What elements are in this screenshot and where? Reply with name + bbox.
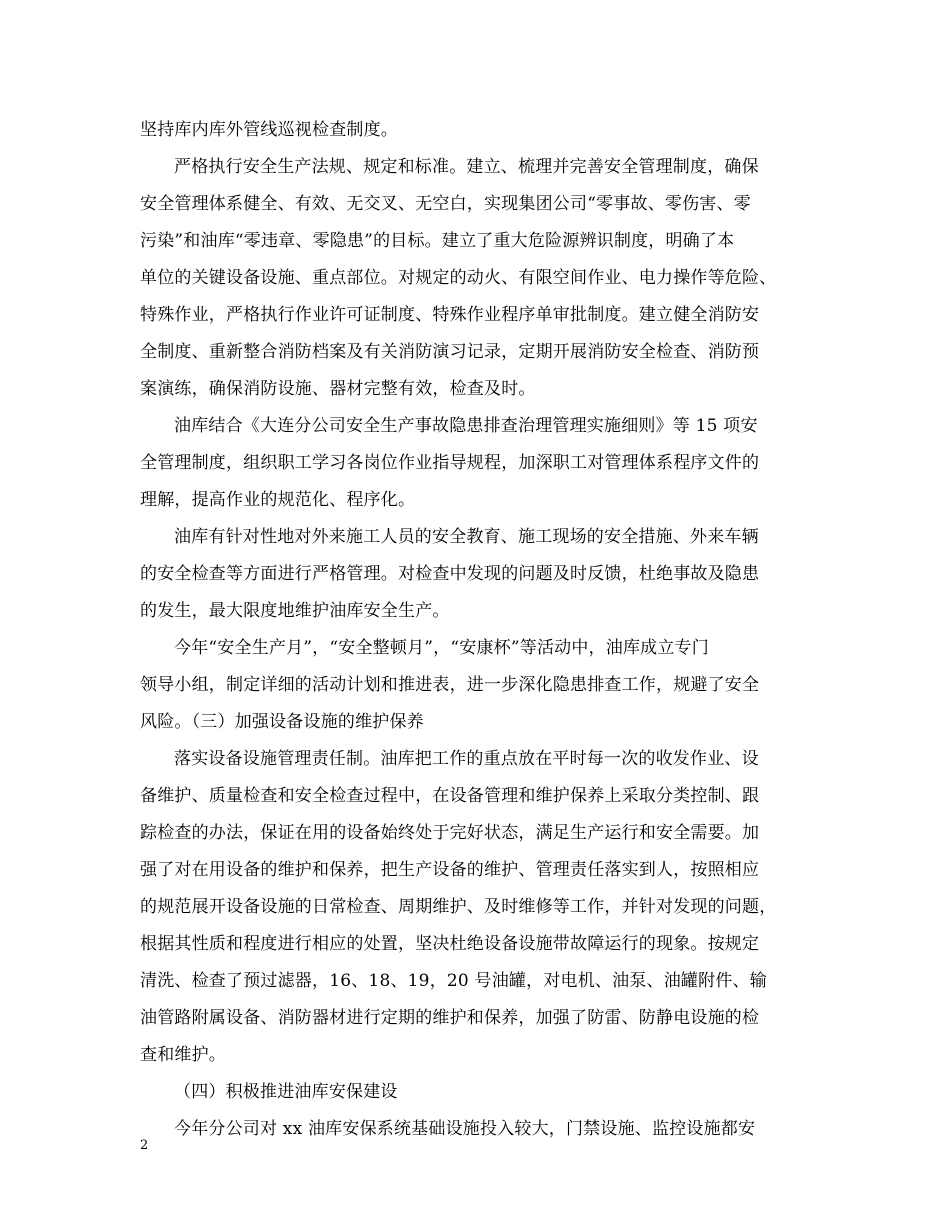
text-line: 特殊作业，严格执行作业许可证制度、特殊作业程序单审批制度。建立健全消防安 (140, 305, 760, 325)
text-line: 全制度、重新整合消防档案及有关消防演习记录，定期开展消防安全检查、消防预 (140, 342, 760, 362)
text-line: 案演练，确保消防设施、器材完整有效，检查及时。 (140, 379, 536, 399)
text-line: 污染”和油库“零违章、零隐患”的目标。建立了重大危险源辨识制度，明确了本 (140, 231, 735, 251)
text-line: 落实设备设施管理责任制。油库把工作的重点放在平时每一次的收发作业、设 (174, 749, 759, 769)
text-line: 油管路附属设备、消防器材进行定期的维护和保养，加强了防雷、防静电设施的检 (140, 1008, 760, 1028)
text-line: 风险。（三）加强设备设施的维护保养 (140, 712, 424, 732)
text-line: 全管理制度，组织职工学习各岗位作业指导规程，加深职工对管理体系程序文件的 (140, 453, 760, 473)
text-line: 踪检查的办法，保证在用的设备始终处于完好状态，满足生产运行和安全需要。加 (140, 823, 760, 843)
text-line: 的安全检查等方面进行严格管理。对检查中发现的问题及时反馈，杜绝事故及隐患 (140, 564, 760, 584)
text-line: 备维护、质量检查和安全检查过程中，在设备管理和维护保养上采取分类控制、跟 (140, 786, 760, 806)
text-line: 理解，提高作业的规范化、程序化。 (140, 490, 416, 510)
text-line: 根据其性质和程度进行相应的处置，坚决杜绝设备设施带故障运行的现象。按规定 (140, 934, 760, 954)
text-line: 强了对在用设备的维护和保养，把生产设备的维护、管理责任落实到人，按照相应 (140, 860, 760, 880)
text-line: 今年分公司对 xx 油库安保系统基础设施投入较大，门禁设施、监控设施都安 (174, 1119, 756, 1139)
text-line: 查和维护。 (140, 1045, 226, 1065)
text-line: 油库结合《大连分公司安全生产事故隐患排查治理管理实施细则》等 15 项安 (174, 416, 758, 436)
text-line: 单位的关键设备设施、重点部位。对规定的动火、有限空间作业、电力操作等危险、 (140, 268, 777, 288)
text-line: 坚持库内库外管线巡视检查制度。 (140, 120, 398, 140)
body-text (140, 112, 820, 1148)
page-number: 2 (140, 1138, 149, 1153)
text-line: 清洗、检查了预过滤器，16、18、19，20 号油罐，对电机、油泵、油罐附件、输 (140, 971, 767, 991)
text-line: 的发生，最大限度地维护油库安全生产。 (140, 601, 450, 621)
text-line: 领导小组，制定详细的活动计划和推进表，进一步深化隐患排查工作，规避了安全 (140, 675, 760, 695)
text-line: 的规范展开设备设施的日常检查、周期维护、及时维修等工作，并针对发现的问题， (140, 897, 777, 917)
text-line: （四）积极推进油库安保建设 (174, 1082, 398, 1102)
text-line: 安全管理体系健全、有效、无交叉、无空白，实现集团公司“零事故、零伤害、零 (140, 194, 751, 214)
text-line: 严格执行安全生产法规、规定和标准。建立、梳理并完善安全管理制度，确保 (174, 157, 759, 177)
text-line: 油库有针对性地对外来施工人员的安全教育、施工现场的安全措施、外来车辆 (174, 527, 759, 547)
text-line: 今年“安全生产月”，“安全整顿月”，“安康杯”等活动中，油库成立专门 (174, 638, 709, 658)
